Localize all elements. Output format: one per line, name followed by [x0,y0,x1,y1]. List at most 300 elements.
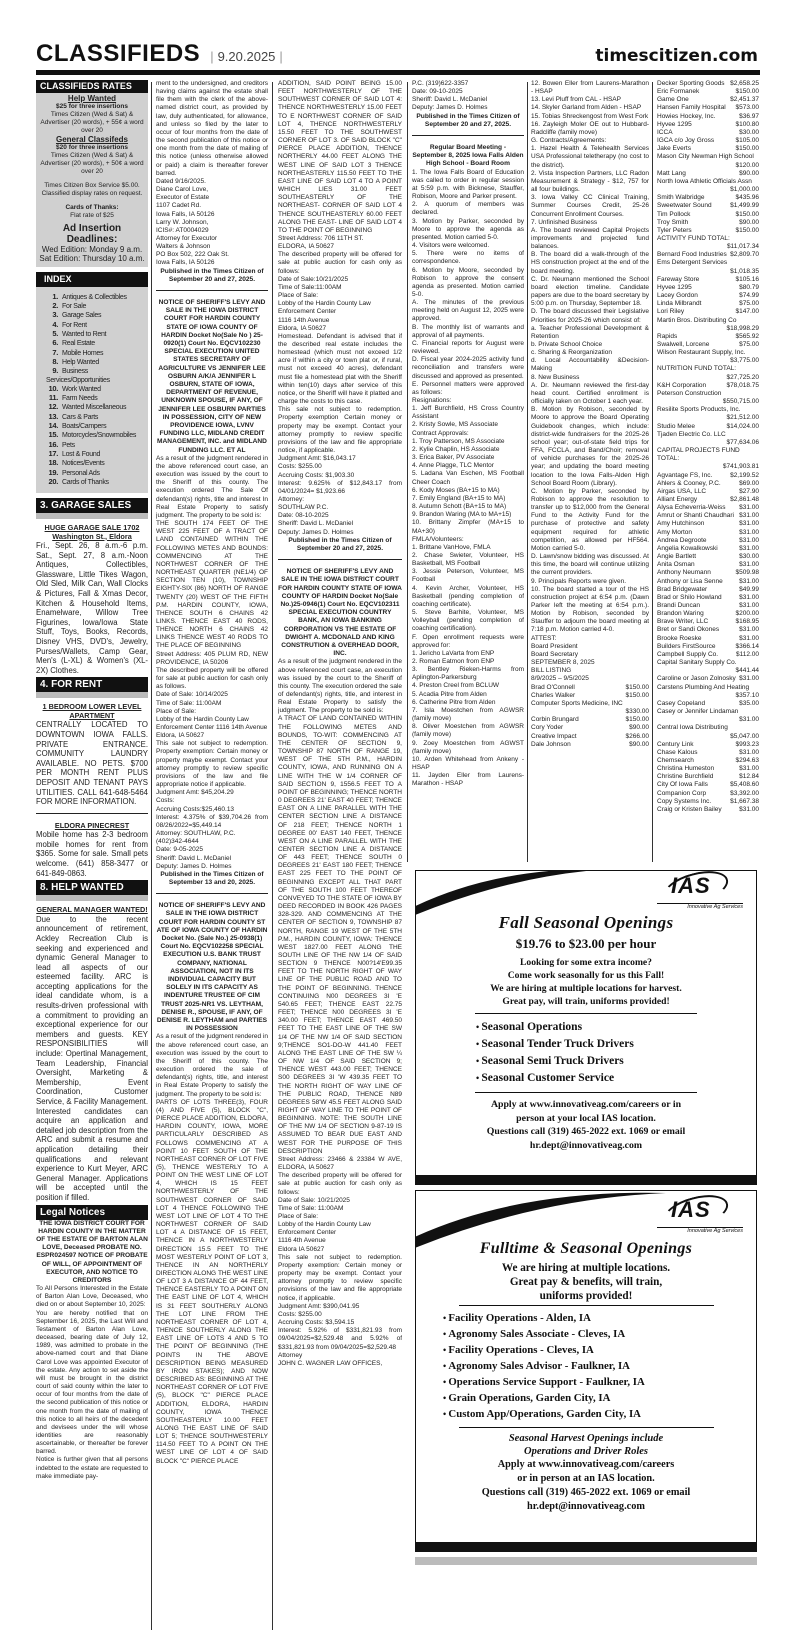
amount: $90.00 [629,740,649,748]
bill-row [657,194,759,202]
amount: $550,715.00 [722,398,759,406]
payee: Anthony or Lisa Senne [657,577,723,585]
email-link[interactable]: hr.dept@innovativeag.com [527,1501,645,1512]
amount: $90.00 [739,218,759,226]
ias-fulltime-seasonal-ad [415,1190,757,1552]
paragraph: 8. New Business [531,373,580,381]
listing-title: ELDORA PINECREST [54,820,130,830]
payee: Andrea Degroote [657,536,707,544]
position-list [443,1310,756,1422]
paragraph: Enforcement Center 1116 14th Avenue [156,724,268,732]
amount: $31.00 [739,544,759,552]
text-line: 8/9/2025 – 9/5/2025 [531,675,589,683]
amount: $31.00 [739,536,759,544]
payee: Tjaden Electric Co. LLC [657,430,726,438]
amount: $90.00 [739,169,759,177]
payee: Swalwell, Lorcene [657,341,710,348]
bill-row [657,520,759,528]
position-item: • Agronomy Sales Associate - Cleves, IA [443,1326,756,1342]
text-line: Executor of Estate [156,194,210,202]
bill-row [657,749,759,757]
payee: Peterson Construction [657,389,722,397]
index-number: 15. [48,430,58,440]
index-list [36,287,148,491]
payee: Troy Smith [657,218,689,226]
text-line: Eldora IA 50627 [278,1245,325,1253]
amount: $31.00 [739,512,759,520]
paragraph: 2. Chase Swieter, Volunteer, HS Basketball, MS Football [412,551,524,568]
divider [459,1305,714,1306]
index-number: 16. [48,439,58,449]
payee: Smith Walbridge [657,194,705,202]
column-divider [527,82,528,862]
payee: Agvantage FS, Inc. [657,471,713,479]
amount: $31.00 [739,675,759,683]
text-line: Contract Approvals: [412,429,469,437]
bill-row [657,202,759,210]
index-number: 10. [48,383,58,393]
index-label: Business Services/Opportunities [46,368,110,384]
text-line: Time of Sale: 11:00AM [156,699,222,707]
bill-row [657,765,759,773]
index-label: Mobile Homes [62,349,104,357]
rates-heading: CLASSIFIEDS RATES [36,80,148,93]
text-line: Resignations: [412,397,452,405]
payee: Dale Johnson [531,740,571,748]
index-item [46,302,148,311]
payee: Resilite Sports Products, Inc. [657,406,741,414]
text-line: Enforcement Center [278,308,337,316]
index-item [46,469,148,478]
position-item: • Operations Service Support - Faulkner, IA [443,1374,756,1390]
index-number: 2. [52,301,58,311]
amount: $150.00 [625,691,649,699]
website-link[interactable]: timescitizen.com [595,46,758,66]
deadlines-title: Ad Insertion Deadlines: [62,222,122,245]
paragraph: B. The board did a walk-through of the HS construction project at the end of the board meeting. [531,251,649,275]
amount: $357.10 [735,691,759,699]
bill-row [657,145,759,153]
text-line: Lobby of the Hardin County Law [156,715,249,723]
payee: Studio Melee [657,422,695,430]
bill-row [657,431,759,447]
index-number: 12. [48,402,58,412]
payee: ACTIVITY FUND TOTAL: [657,234,730,242]
text-line: 1116 14th Avenue [278,316,330,324]
payee: Brad or Shilo Howland [657,593,722,601]
text-line: Costs: [156,797,175,805]
text-line: Date of Sale:10/21/2025 [278,275,349,283]
index-item [46,422,148,431]
payee: Anita Osman [657,561,695,569]
paragraph: 7. Isla Moestchen from AGWSR (family move) [412,706,524,723]
paragraph: This sale not subject to redemption. Property exemption: Certain money or property maybe exempt. Contact your attorney promptly to review specific provisions of the law and file appropriate notice if applicable. [156,740,268,789]
index-label: Cards of Thanks [62,478,109,486]
text-line: Sheriff: David L. McDaniel [278,520,354,528]
amount: $31.00 [739,528,759,536]
paragraph: F. Open enrollment requests were approved for: [412,633,524,649]
email-link[interactable]: hr.dept@innovativeag.com [529,1139,643,1151]
cards-of-thanks-title: Cards of Thanks: [65,203,119,211]
bill-row [657,708,759,724]
bill-row [531,692,649,700]
amount: $1,667.38 [730,797,759,805]
amount: $5,408.60 [730,781,759,789]
payee: Campbell Supply Co. [657,650,719,658]
index-number: 18. [48,458,58,468]
bill-row [657,569,759,577]
payee: Capital Sanitary Supply Co. [657,659,737,667]
text-line: P.C. (319)622-3357 [412,80,469,87]
text-line: Eldora, IA 50627 [156,732,205,740]
bill-row [531,741,649,749]
payee: Decker Sporting Goods [657,80,725,87]
index-item [46,349,148,358]
amount: $31.00 [739,634,759,642]
paragraph: 15. Tobias Shreckengost from West Fork [531,112,649,120]
paragraph: Homestead. Defendant is advised that if the described real estate includes the homestead (which must not exceed 1/2 acre if within a city or town plat or, if rural, must not exceed 40 acres), defendant must file a homestead plat with the Sheriff within ten(10) days after service of this notice, or the Sheriff will have it platted and charge the costs to this case. [278,332,402,406]
paragraph: d. Local Accountability &Decision-Making [531,357,649,373]
text-line: Deputy: James D. Holmes [412,104,488,112]
amount: $27.90 [739,487,759,495]
column-3 [278,80,402,1632]
paragraph: 14. Skyler Garland from Alden - HSAP [531,104,642,112]
bill-row [657,211,759,219]
paragraph: 5. Acadia Pitre from Alden [412,690,487,698]
text-line: Sheriff: David L. McDaniel [156,854,232,862]
amount: $573.00 [735,104,759,112]
index-label: Help Wanted [62,358,99,366]
text-line: Diane Carol Love, [156,186,209,194]
text-line: (402)342-4644 [156,838,199,846]
paragraph: ADDITION, SAID POINT BEING 15.00 FEET NORTHWESTERLY OF THE SOUTHWEST CORNER OF SAID LOT 4: THENCE NORTHWESTERLY 15.00 FEET TO E NORTHWEST CORNER OF SAID LOT 4, THENCE NORTHWESTERLY 15.50 FEET TO THE SOUTHWEST CORNER OF LOT 3. OF SAID BLOCK "C" PIERCE PLACE ADDITION, THENCE NORTHERLY 44.00 FEET ALONG THE WEST LINE OF SAID LOT 3 THENCE NORTHEASTERLY 115.50 FEET TO THE EAST LINE OF SAID LOT 4 TO A POINT WHICH LIES 31.00 FEET SOUTHEASTERLY OF THE NORTHEAST- CORNER OF SAID LOT 4 THENCE SOUTHEASTERLY 60.00 FEET ALONG THE EAST- LINE OF SAID LOT 4 TO THE POINT OF BEGINNING [278,80,402,234]
index-number: 14. [48,421,58,431]
text-line: Accruing Costs: $3,594.15 [278,1319,355,1327]
wed-deadline: Wed Edition: Monday 9 a.m. [41,244,143,254]
notice-heading: THE IOWA DISTRICT COURT FOR HARDIN COUNTY IN THE MATTER OF THE ESTATE OF BARTON ALAN LOVE, Deceased PROBATE NO. ESPR024597 NOTICE OF PROBATE OF WILL, OF APPOINTMENT OF EXECUTOR, AND NOTICE TO CREDITORS [36,1219,148,1284]
paragraph: 3. Jessie Peterson, Volunteer, MS Football [412,568,524,584]
apply-info: Apply at www.innovativeag.com/careers or in person at your local IAS location. Questions call (319) 465-2022 ext. 1069 or email hr.dept@innovativeag.com [416,1098,756,1152]
bill-row [657,790,759,798]
paragraph: 5. Steve Barhite, Volunteer, MS Volleyball (pending completion of coaching certification). [412,609,524,633]
index-number: 3. [52,310,58,320]
ad-footer-bar [415,1557,757,1565]
index-label: For Sale [62,303,87,311]
payee: Tyler Peters [657,226,692,234]
amount: $2,199.52 [730,471,759,479]
paragraph: To All Persons Interested in the Estate of Barton Alan Love, Deceased, who died on or about September 10, 2025: [36,1285,148,1309]
ad-title: Fall Seasonal Openings [498,913,674,932]
payee: Amy Morton [657,528,693,536]
bill-row [657,537,759,545]
text-line: PO Box 502, 222 Oak St. [156,251,229,259]
amount: $3,392.00 [730,789,759,797]
position-item: • Seasonal Customer Service [476,1070,756,1087]
index-label: Farm Needs [62,395,98,403]
index-item [46,385,148,394]
text-line: Attorney: SOUTHLAW, P.C. [156,830,236,838]
paragraph: 1. Troy Patterson, MS Associate [412,437,505,445]
bill-row [657,561,759,569]
help-wanted-price: $25 for three insertions [56,103,128,110]
divider [459,1427,714,1428]
position-item: • Seasonal Operations [476,1019,756,1036]
paragraph: 9. Zoey Moestchen from AGWST (family move) [412,739,524,755]
bill-row [657,488,759,496]
bill-row [657,626,759,634]
paragraph: 3. Erica Baker, PV Associate [412,454,495,462]
index-heading: INDEX [36,272,148,287]
payee: Charles Walker [531,691,576,699]
amount: $266.00 [625,732,649,740]
amount: $78,018.75 [726,381,759,389]
payee: Hyvee 1295 [657,283,692,291]
bill-row [657,480,759,488]
amount: $993.23 [735,740,759,748]
section-header: Legal Notices [36,1205,148,1220]
index-number: 1. [52,291,58,301]
paragraph: 3. Iowa Valley CC Clinical Training, Summer Courses Credit, 25-26 Concurrent Enrollment Courses. [531,194,649,218]
payee: NUTRITION FUND TOTAL: [657,365,737,373]
amount: $31.00 [739,561,759,569]
bill-row [657,88,759,96]
amount: $509.98 [735,569,759,577]
bill-row [657,251,759,259]
bill-row [657,447,759,471]
payee: Christina Humeston [657,765,715,773]
text-line: Place of Sale: [278,1213,319,1221]
position-item: • Facility Operations - Alden, IA [443,1310,756,1326]
bill-row [531,724,649,732]
bill-row [657,512,759,520]
position-item: • Seasonal Tender Truck Drivers [476,1036,756,1053]
paragraph: 9. Principals Reports were given. [531,577,627,585]
payee: Chemsearch [657,756,694,764]
text-line: ATTEST: [531,634,557,642]
payee: Brandi Duncan [657,602,700,609]
text-line: Iowa Falls, IA 50126 [156,259,215,267]
index-number: 11. [48,393,58,403]
bill-row [657,104,759,112]
index-number: 5. [52,329,58,339]
notice-heading: Published in the Times Citizen of September 20 and 27, 2025. [160,267,264,283]
amount: $27,725.20 [726,373,759,381]
paragraph: 6. Motion by Moore, seconded by Robison to approve the consent agenda as presented. Motion carried 5-0. [412,266,524,298]
text-line: Accruing Costs:$25,460.13 [156,805,235,813]
column-divider [272,82,273,1630]
paragraph: Interest: 5.92% of $331,821.93 from 09/04/2025=$2,529.48 and 5.92% of $331,821.93 from 09/04/2025=$2,529.48 [278,1327,402,1351]
text-line: 1107 Cadet Rd. [156,202,202,210]
text-line: Costs: $255.00 [278,463,322,471]
amount: $100.80 [735,120,759,128]
paragraph: 1. The Iowa Falls Board of Education was called to order in regular session at 5:59 p.m. with Bicknese, Stauffer, Robison, Moore and Parker present. [412,168,524,201]
index-label: Notices/Events [62,460,105,468]
bill-row [657,219,759,227]
payee: Chase Kalous [657,748,698,756]
payee: Christine Burchfield [657,773,714,781]
amount: $31.00 [739,716,759,724]
bill-row [657,235,759,251]
index-item [46,293,148,302]
ias-fall-seasonal-ad [415,870,757,1185]
bill-row [657,259,759,275]
column-divider [151,82,152,1630]
classified-rates-box [36,80,148,267]
payee: North Iowa Athletic Officials Assn [657,177,752,185]
text-line: SOUTHLAW P.C. [278,504,329,512]
text-line: Judgment Amt: $390,041.95 [278,1302,360,1310]
paragraph: 6. Catherine Pitre from Alden [412,698,496,706]
bill-row [657,333,759,341]
bill-row [657,349,759,365]
index-label: Motorcycles/Snowmobiles [62,432,137,440]
text-line: Larry W. Johnson, [156,218,209,226]
payee: Brad O'Connell [531,683,575,691]
index-item [46,478,148,487]
paragraph: 2. Roman Eatmon from ENP [412,658,495,666]
ias-logo: IAS Innovative Ag Services [649,1197,744,1239]
text-line: Eldora, IA 50627 [278,324,327,332]
paragraph: 12. Bowen Eller from Laurens-Marathon - HSAP [531,80,649,96]
amount: $150.00 [625,716,649,724]
ad-title: Fulltime & Seasonal Openings [479,1240,693,1257]
payee: Central Iowa Distributing [657,724,728,732]
bill-row [657,741,759,749]
text-line: Sheriff: David L. McDaniel [412,96,488,104]
paragraph: 4. Kevin Archer, Volunteer, HS Basketball (pending completion of coaching certificate). [412,584,524,608]
bill-row [657,781,759,789]
payee: Carstens Plumbing And Heating [657,683,750,691]
paragraph: ment to the undersigned, and creditors having claims against the estate shall file them with the clerk of the above-named district court, as provided by law, duly authenticated, for allowance, and unless so filed by the later to occur of four months from the date of the second publication of this notice or one month from the date of mailing of this notice (unless otherwise allowed or paid) a claim is thereafter forever barred. [156,80,268,177]
text-line: FMLA/Volunteers: [412,535,464,543]
paragraph: C. Financial reports for August were reviewed. [412,339,524,356]
paragraph: You are hereby notified that on September 16, 2025, the Last Will and Testament of Barton Alan Love, deceased, bearing date of July 12, 1989, was admitted to probate in the above-named court and that Diane Carol Love was appointed Executor of the estate. Any action to set aside the will must be brought in the district court of said county within the later to occur of four months from the date of the second publication of this notice or one month from the date of mailing of this notice to all heirs of the decedent and devisees under the will whose identities are reasonably ascertainable, or thereafter be forever barred. [36,1309,148,1456]
paragraph: 1. Hazel Health & Telehealth Services USA Professional teletherapy (no cost to the district). [531,145,649,169]
paragraph: B. Motion by Robison, seconded by Moore to approve the Board Operating Guidebook changes, which include: district-wide fundraisers for the 2025-26 school year; out-of-state field trips for FFA, FCCLA, and Band/Choir; removal of vehicle purchases for the 2025-26 year; and updating the board meeting location to the Iowa Falls-Alden High School Board Room (Library). [531,406,649,487]
paragraph: 3. Bentley Rieken-Harms from Aplington-Parkersburg [412,666,524,682]
index-item [46,339,148,348]
text-line: Date of Sale: 10/21/2025 [278,1196,350,1204]
payee: IGCA c/o Joy Gross [657,137,715,145]
amount: $565.92 [735,332,759,340]
swoosh-graphic [415,870,616,921]
payee: Builders FirstSource [657,642,716,650]
paragraph: 13. Levi Pluff from CAL - HSAP [531,96,621,104]
bill-row [657,602,759,610]
divider [36,813,148,814]
payee: Brad Bridgewater [657,585,708,593]
text-line: Lobby of the Hardin County Law [278,300,371,308]
amount: $150.00 [735,88,759,96]
paragraph: 5. Ladana Van Eschen, MS Football Cheer Coach [412,470,524,486]
amount: $441.44 [735,667,759,675]
payee: Lacey Gordon [657,292,698,300]
pay-range: $19.76 to $23.00 per hour [515,936,657,951]
bill-row [657,80,759,88]
amount: $5,047.00 [730,732,759,740]
amount: $75.00 [739,341,759,348]
payee: Craig or Kristen Bailey [657,805,722,813]
text-line: Walters & Johnson [156,243,211,251]
payee: Wilson Restaurant Supply, Inc. [657,349,746,357]
amount: $105.16 [735,275,759,283]
amount: $150.00 [735,145,759,153]
paragraph: 10. Arden Whitehead from Ankeny - HSAP [412,755,524,772]
index-label: Personal Ads [62,469,100,477]
sat-deadline: Sat Edition: Thursday 10 a.m. [39,253,145,263]
bill-row [657,382,759,390]
position-item: • Custom App/Operations, Garden City, IA [443,1406,756,1422]
bill-row [531,716,649,724]
index-number: 17. [48,448,58,458]
text-line: 1116 4th Avenue [278,1237,326,1245]
payee: Caroline or Jason Zolnosky [657,675,736,683]
paragraph: c. Sharing & Reorganization [531,349,612,357]
notice-heading: NOTICE OF SHERIFF'S LEVY AND SALE IN THE IOWA DISTRICT COURT FOR HARDIN COUNTY STATE OF IOWA COUNTY OF HARDIN Docket No(Sale No.)25-0946(1) Court No. EQCV102311 SPECIAL EXECUTION COUNTRY BANK, AN IOWA BANKING CORPORATION VS THE ESTATE OF DWIGHT A. MCDONALD AND KING CONSTRUTION & OVERHEAD DOOR, INC. [278,568,402,658]
amount: $1,000.00 [730,186,759,194]
amount: $31.00 [739,626,759,634]
amount: $35.00 [739,699,759,707]
payee: Corbin Brungard [531,716,579,724]
header-rule [36,70,760,75]
listing-title: HUGE GARAGE SALE 1702 Washington St., Eldora [44,523,140,541]
paragraph: As a result of the judgment rendered in the above referenced court case, an execution was issued by the court to the Sheriff of this county. The execution ordered the sale of defendant(s) rights, title, and interest in Real Estate Property to satisfy the judgment. The property to be sold is: [278,658,402,715]
paragraph: 2. Kylie Chaplin, HS Associate [412,445,500,453]
paragraph: Interest: 9.625% of $12,843.17 from 04/01/2024= $1,923.66 [278,479,402,495]
bill-row [657,757,759,765]
text-line: BILL LISTING [531,667,572,675]
index-number: 20. [48,476,58,486]
text-line: Dated 9/16/2025. [156,177,206,185]
paragraph: The described property will be offered for sale at public auction for cash only as follows. [156,666,268,691]
bill-row [657,423,759,431]
amount: $150.00 [625,683,649,691]
general-desc: Times Citizen (Wed & Sat) & Advertiser (20 words), + 50¢ a word over 20 [40,151,144,176]
bill-row [657,96,759,104]
bill-row [657,284,759,292]
paragraph: C. Motion by Parker, seconded by Robison to approve the resolution to transfer up to $12,000 from the General Fund to the Activity Fund for the purchase of protective and safety equipment required for athletic competition, as allowed per HF564. Motion carried 5-0. [531,487,649,552]
amount: $330.00 [625,708,649,716]
payee: Linda Milbrandt [657,300,702,308]
paragraph: 4. Anne Plagge, TLC Mentor [412,462,494,470]
paragraph: a. Teacher Professional Development & Retention [531,324,649,340]
listing-body: Mobile home has 2-3 bedroom mobile homes for rent from $365. Some for sale. Small pets welcome. (641) 858-3477 or 641-849-0863. [36,830,148,878]
paragraph: This sale not subject to redemption. Property exemption: Certain money or property may be exempt. Contact your attorney promptly to review specific provisions of the law and file appropriate notice, if applicable. [278,1253,402,1302]
column-divider [407,82,408,862]
notice-heading: Regular Board Meeting - September 8, 2025 Iowa Falls Alden High School - Board Room [412,144,524,168]
amount: $11,017.34 [726,243,759,251]
payee: Eric Formanek [657,88,700,96]
paragraph: 16. Zayleigh Moler OE out to Hubbard-Radcliffe (family move) [531,120,649,136]
index-item [46,403,148,412]
text-line: Board Secretary [531,650,578,658]
bill-row [657,773,759,781]
text-line: Street Address: 706 11TH ST. [278,234,364,242]
text-line: Judgment Amt: $16,043.17 [278,455,356,463]
listing-title: 1 BEDROOM LOWER LEVEL APARTMENT [42,702,142,720]
index-number: 8. [52,356,58,366]
bill-row [657,553,759,561]
paragraph: E. Personnel matters were approved as follows: [412,380,524,396]
paragraph: 9. Brandon Waring (MA to MA+15) [412,511,512,519]
payee: City Of Iowa Falls [657,781,708,789]
bill-row [657,618,759,626]
position-item: • Agronomy Sales Advisor - Faulkner, IA [443,1358,756,1374]
column-4 [412,80,524,865]
text-line: Date: 9-05-2025 [156,846,203,854]
position-item: • Seasonal Semi Truck Drivers [476,1053,756,1070]
amount: $31.00 [739,593,759,601]
